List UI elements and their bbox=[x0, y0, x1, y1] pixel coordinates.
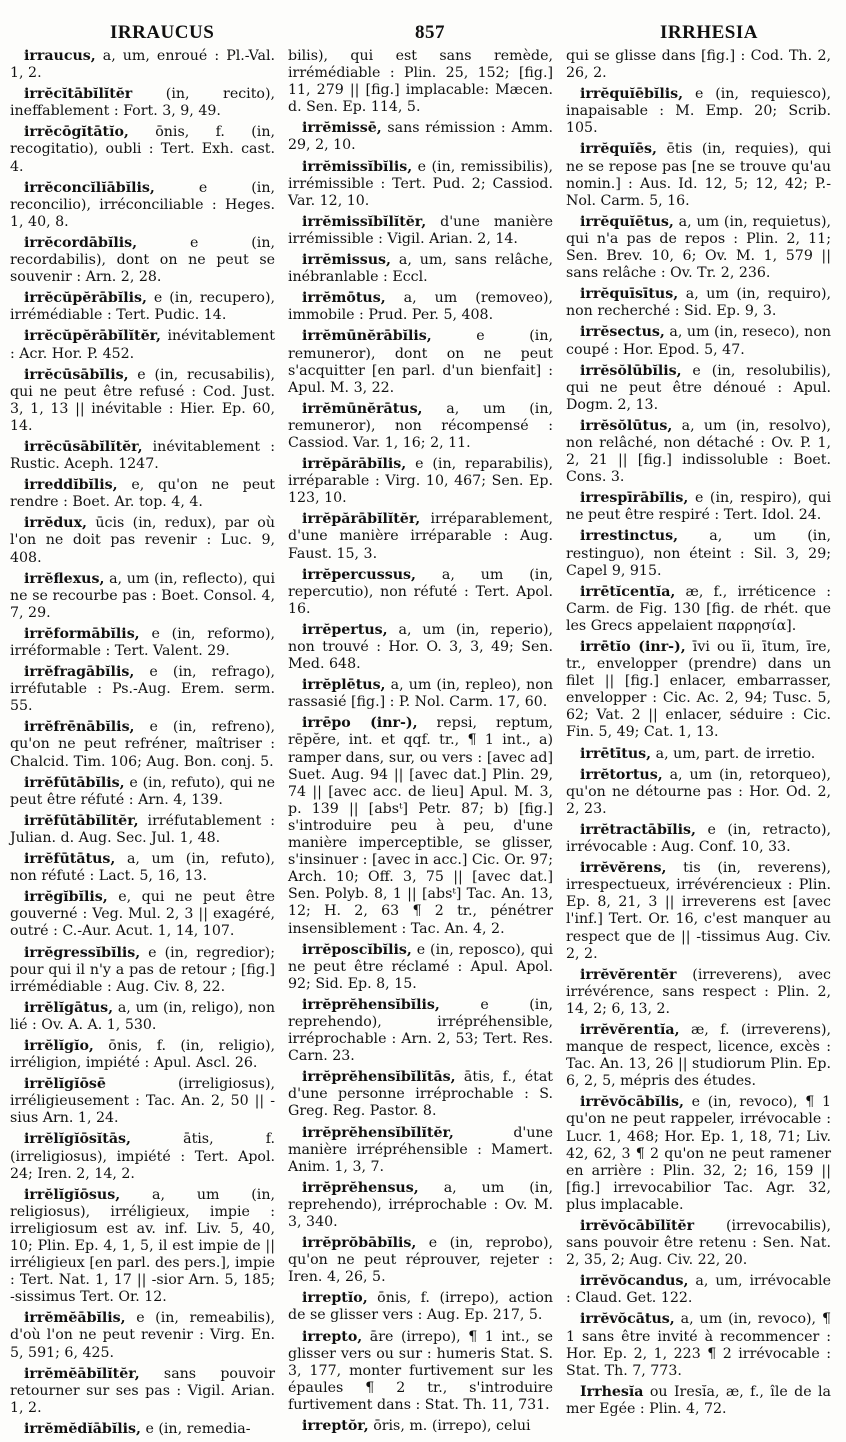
entry-definition: a, um (in, reprehendo), irréprochable : Ov. M. 3, 340. bbox=[288, 1179, 553, 1230]
entry-definition: irréparablement, d'une manière irréparable : Aug. Faust. 15, 3. bbox=[288, 511, 553, 562]
dictionary-entry bbox=[10, 235, 275, 286]
entry-headword: irrĕpertus, bbox=[302, 621, 388, 638]
entry-definition: e (in, remedia- bbox=[140, 1420, 251, 1437]
entry-headword: irrĕposcĭbĭlis, bbox=[302, 941, 412, 958]
dictionary-entry bbox=[566, 967, 831, 1018]
entry-definition: e (in, remeabilis), d'où l'on ne peut revenir : Virg. En. 5, 591; 6, 425. bbox=[10, 1310, 275, 1361]
entry-definition: tis (in, reverens), irrespectueux, irrévérencieux : Plin. Ep. 8, 21, 3 || irreverens est [avec l'inf.] Tert. Or. 16, c'est manquer au respect que de || -tissimus Aug. Civ. 2, 2. bbox=[566, 860, 831, 962]
entry-definition: e (in, recordabilis), dont on ne peut se souvenir : Arn. 2, 28. bbox=[10, 234, 275, 286]
running-head-left: IRRAUCUS bbox=[110, 22, 215, 43]
entry-headword: irrĕquĭētus, bbox=[580, 213, 674, 230]
dictionary-entry bbox=[566, 1218, 831, 1269]
entry-headword: irrĕcōgĭtātĭo, bbox=[24, 124, 129, 141]
dictionary-entry bbox=[566, 1022, 831, 1090]
entry-headword: irrĕquĭēs, bbox=[580, 141, 657, 158]
entry-headword: irrĕcūsābĭlĭtĕr, bbox=[24, 438, 143, 455]
entry-headword: irrĕmūnĕrātus, bbox=[302, 400, 423, 417]
dictionary-entry bbox=[566, 1094, 831, 1214]
dictionary-entry bbox=[566, 363, 831, 414]
entry-definition: a, um, sans relâche, inébranlable : Eccl. bbox=[288, 252, 553, 286]
dictionary-entry bbox=[288, 1125, 553, 1176]
dictionary-entry bbox=[10, 86, 275, 120]
dictionary-entry bbox=[10, 1076, 275, 1127]
entry-headword: irrētĭo (inr-), bbox=[580, 639, 686, 655]
entry-definition: d'une manière irrémissible : Vigil. Arian. 2, 14. bbox=[288, 213, 553, 247]
dictionary-entry bbox=[566, 1273, 831, 1307]
dictionary-entry bbox=[566, 1311, 831, 1379]
entry-definition: ou Iresĭa, æ, f., île de la mer Egée : Plin. 4, 72. bbox=[566, 1383, 831, 1417]
entry-headword: irrĕlĭgĭōsē bbox=[24, 1076, 106, 1093]
dictionary-entry bbox=[10, 515, 275, 566]
entry-definition: e (in, reposco), qui ne peut être réclamé : Apul. Apol. 92; Sid. Ep. 8, 15. bbox=[288, 941, 553, 992]
entry-headword: irrĕprŏbābĭlis, bbox=[302, 1235, 417, 1252]
entry-definition: e (in, reformo), irréformable : Tert. Valent. 29. bbox=[10, 625, 275, 659]
dictionary-entry bbox=[566, 214, 831, 282]
dictionary-entry bbox=[10, 1131, 275, 1182]
entry-definition: æ, f., irréticence : Carm. de Fig. 130 [fig. de rhét. que les Grecs appelaient παρρησία]. bbox=[566, 583, 831, 634]
entry-headword: irrĕdux, bbox=[24, 515, 87, 532]
dictionary-entry bbox=[10, 719, 275, 770]
entry-headword: irrĕlĭgĭōsus, bbox=[24, 1186, 121, 1203]
entry-headword: irrĕflexus, bbox=[24, 570, 105, 587]
dictionary-entry bbox=[10, 775, 275, 809]
entry-headword: irrĕfūtātus, bbox=[24, 851, 116, 868]
dictionary-entry bbox=[10, 571, 275, 622]
entry-headword: irrĕmissĭbĭlĭtĕr, bbox=[302, 213, 427, 230]
dictionary-entry bbox=[288, 715, 553, 937]
entry-definition: a, um, irrévocable : Claud. Get. 122. bbox=[566, 1273, 831, 1307]
dictionary-entry bbox=[10, 945, 275, 996]
entry-headword: irrĕmĕābĭlĭtĕr, bbox=[24, 1365, 140, 1382]
entry-headword: irreddĭbĭlis, bbox=[24, 477, 118, 494]
entry-definition: a, um (in, requietus), qui n'a pas de repos : Plin. 2, 11; Sen. Brev. 10, 6; Ov. M. 1, 579 || sans relâche : Ov. Tr. 2, 236. bbox=[566, 213, 831, 282]
entry-definition: a, um (in, remuneror), non récompensé : Cassiod. Var. 1, 16; 2, 11. bbox=[288, 400, 553, 451]
entry-definition: e (in, remuneror), dont on ne peut s'acquitter [en parl. d'un bienfait] : Apul. M. 3, 22. bbox=[288, 328, 553, 396]
dictionary-entry bbox=[566, 48, 831, 82]
entry-definition: e (in, reparabilis), irréparable : Virg. 10, 467; Sen. Ep. 123, 10. bbox=[288, 456, 553, 507]
entry-headword: irrĕcŭpĕrābĭlis, bbox=[24, 290, 147, 307]
entry-definition: a, um (in, revoco), ¶ 1 sans être invité à recommencer : Hor. Ep. 2, 1, 223 ¶ 2 irrévocable : Stat. Th. 7, 773. bbox=[566, 1311, 831, 1379]
entry-definition: īvi ou ĭi, ītum, īre, tr., envelopper (prendre) dans un filet || [fig.] enlacer, embarrasser, envelopper : Cic. Ac. 2, 94; Tusc. 5, 62; Vat. 2 || enlacer, séduire : Cic. Fin. 5, 49; Cat. 1, 13. bbox=[566, 639, 831, 741]
entry-definition: a, um (in, resolvo), non relâché, non détaché : Ov. P. 1, 2, 21 || [fig.] indissoluble : Boet. Cons. 3. bbox=[566, 417, 831, 486]
entry-definition: ōnis, f. (in, recogitatio), oubli : Tert. Exh. cast. 4. bbox=[10, 124, 275, 175]
dictionary-entry bbox=[10, 1421, 275, 1438]
entry-headword: irrĕprĕhensĭbĭlĭtās, bbox=[302, 1069, 456, 1086]
entry-headword: irrĕmūnĕrābĭlis, bbox=[302, 328, 432, 345]
entry-headword: irrĕquĭēbĭlis, bbox=[580, 86, 684, 103]
column-1 bbox=[10, 48, 275, 1442]
entry-headword: irrĕpărābĭlis, bbox=[302, 456, 407, 473]
entry-definition: sans rémission : Amm. 29, 2, 10. bbox=[288, 120, 553, 154]
entry-headword: irreptŏr, bbox=[302, 1418, 369, 1435]
entry-headword: irrĕprĕhensus, bbox=[302, 1179, 419, 1196]
entry-definition: ātis, f. (irreligiosus), impiété : Tert. Apol. 24; Iren. 2, 14, 2. bbox=[10, 1131, 275, 1182]
dictionary-entry bbox=[10, 124, 275, 175]
entry-definition: inévitablement : Rustic. Aceph. 1247. bbox=[10, 438, 275, 473]
entry-headword: irrĕfūtābĭlĭtĕr, bbox=[24, 812, 139, 829]
entry-definition: e (in, refuto), qui ne peut être réfuté : Arn. 4, 139. bbox=[10, 774, 275, 808]
page-header bbox=[10, 14, 836, 44]
entry-headword: irrestinctus, bbox=[580, 528, 679, 545]
entry-headword: irrĕlĭgĭo, bbox=[24, 1037, 94, 1054]
entry-definition: sans pouvoir retourner sur ses pas : Vigil. Arian. 1, 2. bbox=[10, 1365, 275, 1416]
entry-headword: irrĕgressĭbĭlis, bbox=[24, 944, 141, 961]
entry-definition: (irreverens), avec irrévérence, sans respect : Plin. 2, 14, 2; 6, 13, 2. bbox=[566, 966, 831, 1017]
dictionary-entry bbox=[288, 290, 553, 324]
entry-headword: irrĕprĕhensĭbĭlis, bbox=[302, 996, 440, 1013]
dictionary-entry bbox=[566, 418, 831, 486]
entry-definition: e (in, reprehendo), irrépréhensible, irréprochable : Arn. 2, 53; Tert. Res. Carn. 23. bbox=[288, 996, 553, 1065]
entry-definition: qui se glisse dans [fig.] : Cod. Th. 2, 26, 2. bbox=[566, 48, 831, 82]
entry-definition: æ, f. (irreverens), manque de respect, licence, excès : Tac. An. 13, 26 || studiorum Plin. Ep. 6, 2, 5, mépris des études. bbox=[566, 1021, 831, 1090]
entry-definition: (in, recito), ineffablement : Fort. 3, 9, 49. bbox=[10, 86, 275, 120]
dictionary-entry bbox=[288, 567, 553, 618]
entry-definition: a, um (in, religo), non lié : Ov. A. A. 1, 530. bbox=[10, 999, 275, 1033]
entry-definition: e (in, respiro), qui ne peut être respiré : Tert. Idol. 24. bbox=[566, 490, 831, 524]
dictionary-entry bbox=[10, 477, 275, 511]
dictionary-entry bbox=[288, 159, 553, 210]
entry-headword: irrĕcŭpĕrābĭlĭtĕr, bbox=[24, 328, 161, 345]
entry-definition: ōnis, f. (in, religio), irréligion, impiété : Apul. Ascl. 26. bbox=[10, 1037, 275, 1072]
entry-headword: irrĕconcĭlĭābĭlis, bbox=[24, 179, 155, 196]
entry-headword: irrĕfūtābĭlis, bbox=[24, 774, 125, 791]
dictionary-entry bbox=[288, 401, 553, 452]
entry-headword: irrĕvŏcābĭlĭtĕr bbox=[580, 1218, 695, 1234]
dictionary-entry bbox=[10, 626, 275, 660]
entry-headword: irrĕpercussus, bbox=[302, 566, 416, 583]
entry-definition: inévitablement : Acr. Hor. P. 452. bbox=[10, 328, 275, 362]
entry-definition: e (in, recupero), irrémédiable : Tert. Pudic. 14. bbox=[10, 290, 275, 324]
dictionary-entry bbox=[288, 328, 553, 396]
dictionary-entry bbox=[566, 286, 831, 320]
dictionary-entry bbox=[288, 120, 553, 154]
dictionary-entry bbox=[288, 1235, 553, 1286]
entry-headword: irrĕquīsītus, bbox=[580, 286, 679, 303]
dictionary-entry bbox=[566, 767, 831, 818]
dictionary-entry bbox=[566, 1384, 831, 1418]
entry-headword: irrĕmōtus, bbox=[302, 290, 386, 307]
entry-definition: a, um (in, retorqueo), qu'on ne détourne pas : Hor. Od. 2, 2, 23. bbox=[566, 766, 831, 817]
entry-headword: irrĕvŏcātus, bbox=[580, 1311, 675, 1328]
entry-headword: irrēpo (inr-), bbox=[302, 715, 418, 732]
entry-definition: a, um (in, reflecto), qui ne se recourbe pas : Boet. Consol. 4, 7, 29. bbox=[10, 570, 275, 621]
dictionary-entry bbox=[10, 1000, 275, 1034]
entry-headword: irrĕfrēnābĭlis, bbox=[24, 719, 135, 736]
dictionary-entry bbox=[566, 528, 831, 579]
entry-headword: irraucus, bbox=[24, 48, 96, 64]
entry-headword: irrepto, bbox=[302, 1328, 363, 1345]
entry-definition: irréfutablement : Julian. d. Aug. Sec. Jul. 1, 48. bbox=[10, 812, 275, 846]
dictionary-entry bbox=[288, 1290, 553, 1324]
entry-definition: a, um (removeo), immobile : Prud. Per. 5, 408. bbox=[288, 290, 553, 324]
entry-headword: irrĕgĭbĭlis, bbox=[24, 889, 108, 906]
entry-definition: e (in, requiesco), inapaisable : M. Emp. 20; Scrib. 105. bbox=[566, 86, 831, 137]
dictionary-entry bbox=[10, 889, 275, 940]
entry-definition: a, um (in, requiro), non recherché : Sid. Ep. 9, 3. bbox=[566, 286, 831, 320]
entry-headword: irrĕsŏlūbĭlis, bbox=[580, 362, 682, 379]
column-3 bbox=[566, 48, 831, 1422]
entry-headword: irrĕprĕhensĭbĭlĭtĕr, bbox=[302, 1124, 454, 1141]
entry-headword: irrĕvĕrentĕr bbox=[580, 966, 677, 983]
entry-headword: irrĕpărābĭlĭtĕr, bbox=[302, 511, 421, 528]
entry-headword: irrĕcūsābĭlis, bbox=[24, 366, 129, 383]
dictionary-entry bbox=[288, 252, 553, 286]
entry-headword: irrĕvŏcandus, bbox=[580, 1273, 689, 1290]
dictionary-entry bbox=[10, 1038, 275, 1072]
entry-definition: ātis, f., état d'une personne irréprochable : S. Greg. Reg. Pastor. 8. bbox=[288, 1069, 553, 1120]
dictionary-entry bbox=[566, 746, 831, 763]
entry-headword: irrĕmĕābĭlis, bbox=[24, 1310, 126, 1327]
entry-definition: a, um, part. de irretio. bbox=[651, 745, 816, 762]
dictionary-entry bbox=[288, 48, 553, 116]
entry-definition: (irrevocabilis), sans pouvoir être retenu : Sen. Nat. 2, 35, 2; Aug. Civ. 22, 20. bbox=[566, 1218, 831, 1269]
entry-definition: a, um (in, reseco), non coupé : Hor. Epod. 5, 47. bbox=[566, 324, 831, 358]
dictionary-entry bbox=[288, 942, 553, 993]
entry-definition: e (in, refreno), qu'on ne peut refréner, maîtriser : Chalcid. Tim. 106; Aug. Bon. conj. 5. bbox=[10, 719, 275, 770]
dictionary-entry bbox=[566, 860, 831, 963]
dictionary-entry bbox=[10, 1187, 275, 1307]
entry-definition: repsi, reptum, rēpĕre, int. et qqf. tr., ¶ 1 int., a) ramper dans, sur, ou vers : [avec ad] Suet. Aug. 94 || [avec dat.] Plin. 29, 74 || [avec acc. de lieu] Apul. M. 3, p. 139 || [absᵗ] Petr. 87; b) [fig.] s'introduire peu à peu, d'une manière imperceptible, se glisser, s'insinuer : [avec in acc.] Cic. Or. 97; Arch. 10; Off. 3, 75 || [avec dat.] Sen. Polyb. 8, 1 || [absᵗ] Tac. An. 13, 12; H. 2, 63 ¶ 2 tr., pénétrer insensiblement : Tac. An. 4, 2. bbox=[288, 715, 554, 937]
dictionary-entry bbox=[10, 851, 275, 885]
entry-definition: ētis (in, requies), qui ne se repose pas [ne se trouve qu'au nomin.] : Aus. Id. 12, 5; 12, 42; P.-Nol. Carm. 5, 16. bbox=[566, 141, 831, 209]
dictionary-entry bbox=[288, 997, 553, 1065]
page-number: 857 bbox=[415, 22, 445, 43]
entry-definition: e (in, regredior); pour qui il n'y a pas de retour ; [fig.] irrémédiable : Aug. Civ. 8, 22. bbox=[10, 944, 275, 995]
dictionary-entry bbox=[10, 328, 275, 362]
entry-headword: irrĕvĕrentĭa, bbox=[580, 1021, 680, 1038]
entry-definition: a, um (in, repleo), non rassasié [fig.] : P. Nol. Carm. 17, 60. bbox=[288, 677, 553, 711]
entry-definition: d'une manière irrépréhensible : Mamert. Anim. 1, 3, 7. bbox=[288, 1124, 553, 1175]
dictionary-entry bbox=[10, 813, 275, 847]
entry-definition: a, um (in, religiosus), irréligieux, impie : irreligiosum est av. inf. Liv. 5, 40, 10; Plin. Ep. 4, 1, 5, il est impie de || irréligieux [en parl. des pers.], impie : Tert. Nat. 1, 17 || -sior Arn. 5, 185; -sissimus Tert. Or. 12. bbox=[10, 1186, 275, 1306]
dictionary-entry bbox=[288, 511, 553, 562]
dictionary-entry bbox=[10, 1366, 275, 1417]
entry-definition: e (in, reprobo), qu'on ne peut réprouver, rejeter : Iren. 4, 26, 5. bbox=[288, 1235, 553, 1286]
dictionary-entry bbox=[10, 48, 275, 82]
dictionary-entry bbox=[288, 214, 553, 248]
dictionary-entry bbox=[10, 439, 275, 473]
entry-headword: irrĕtractābĭlis, bbox=[580, 821, 696, 838]
entry-headword: irrĕtortus, bbox=[580, 766, 663, 783]
entry-headword: irrĕsŏlūtus, bbox=[580, 417, 673, 434]
entry-definition: e (in, remissibilis), irrémissible : Tert. Pud. 2; Cassiod. Var. 12, 10. bbox=[288, 158, 553, 209]
dictionary-entry bbox=[288, 1180, 553, 1231]
columns bbox=[10, 48, 836, 1437]
dictionary-entry bbox=[288, 1329, 553, 1414]
entry-definition: e (in, reconcilio), irréconciliable : Heges. 1, 40, 8. bbox=[10, 179, 275, 230]
dictionary-entry bbox=[10, 290, 275, 324]
entry-headword: irrĕlĭgĭōsĭtās, bbox=[24, 1131, 131, 1148]
entry-definition: ōnis, f. (irrepo), action de se glisser vers : Aug. Ep. 217, 5. bbox=[288, 1290, 553, 1324]
entry-headword: irrĕmĕdĭābĭlis, bbox=[24, 1420, 141, 1437]
entry-definition: e, qui ne peut être gouverné : Veg. Mul. 2, 3 || exagéré, outré : C.-Aur. Acut. 1, 14, 107. bbox=[10, 889, 275, 940]
entry-definition: e (in, recusabilis), qui ne peut être refusé : Cod. Just. 3, 1, 13 || inévitable : Hier. Ep. 60, 14. bbox=[10, 366, 275, 434]
dictionary-entry bbox=[288, 456, 553, 507]
dictionary-entry bbox=[10, 664, 275, 715]
entry-definition: e (in, revoco), ¶ 1 qu'on ne peut rappeler, irrévocable : Lucr. 1, 468; Hor. Ep. 1, 18, 71; Liv. 42, 62, 3 ¶ 2 qu'on ne peut ramener en arrière : Plin. 32, 2; 16, 159 || [fig.] irrevocabilior Tac. Agr. 32, plus implacable. bbox=[566, 1094, 831, 1213]
dictionary-entry bbox=[566, 822, 831, 856]
dictionary-entry bbox=[288, 622, 553, 673]
dictionary-entry bbox=[288, 1418, 553, 1435]
entry-headword: Irrhesĭa bbox=[580, 1383, 644, 1400]
dictionary-entry bbox=[566, 141, 831, 209]
entry-headword: irrĕplētus, bbox=[302, 677, 386, 694]
entry-definition: ūcis (in, redux), par où l'on ne doit pas revenir : Luc. 9, 408. bbox=[10, 515, 275, 566]
entry-definition: e (in, resolubilis), qui ne peut être dénoué : Apul. Dogm. 2, 13. bbox=[566, 362, 831, 413]
entry-headword: irrĕvĕrens, bbox=[580, 860, 667, 877]
dictionary-entry bbox=[566, 639, 831, 742]
entry-definition: (irreligiosus), irréligieusement : Tac. An. 2, 50 || -sius Arn. 1, 24. bbox=[10, 1076, 275, 1127]
entry-definition: a, um (in, restinguo), non éteint : Sil. 3, 29; Capel 9, 915. bbox=[566, 528, 831, 579]
entry-definition: a, um, enroué : Pl.-Val. 1, 2. bbox=[10, 48, 275, 82]
dictionary-entry bbox=[566, 490, 831, 524]
dictionary-entry bbox=[566, 324, 831, 358]
dictionary-entry bbox=[288, 1069, 553, 1120]
dictionary-entry bbox=[566, 86, 831, 137]
entry-headword: irrētītus, bbox=[580, 745, 652, 762]
entry-headword: irrĕsectus, bbox=[580, 324, 665, 341]
dictionary-entry bbox=[566, 584, 831, 635]
entry-headword: irrĕlĭgātus, bbox=[24, 999, 114, 1016]
entry-headword: irrĕcordābĭlis, bbox=[24, 234, 138, 251]
dictionary-entry bbox=[10, 367, 275, 435]
entry-definition: ōris, m. (irrepo), celui bbox=[368, 1418, 531, 1435]
entry-headword: irrespīrābĭlis, bbox=[580, 490, 689, 507]
entry-headword: irreptĭo, bbox=[302, 1290, 368, 1307]
column-2 bbox=[288, 48, 553, 1439]
entry-definition: bilis), qui est sans remède, irrémédiable : Plin. 25, 152; [fig.] 11, 279 || [fig.] implacable: Mæcen. d. Sen. Ep. 114, 5. bbox=[288, 48, 553, 116]
entry-definition: a, um (in, refuto), non réfuté : Lact. 5, 16, 13. bbox=[10, 851, 275, 885]
entry-headword: irrĕfragābĭlis, bbox=[24, 664, 135, 681]
dictionary-entry bbox=[10, 180, 275, 231]
entry-definition: e (in, retracto), irrévocable : Aug. Conf. 10, 33. bbox=[566, 821, 831, 856]
dictionary-entry bbox=[288, 677, 553, 711]
entry-definition: a, um (in, repercutio), non réfuté : Tert. Apol. 16. bbox=[288, 566, 553, 617]
running-head-right: IRRHESIA bbox=[660, 22, 758, 43]
entry-definition: āre (irrepo), ¶ 1 int., se glisser vers ou sur : humeris Stat. S. 3, 177, monter furtivement sur les épaules ¶ 2 tr., s'introduire furtivement dans : Stat. Th. 11, 731. bbox=[288, 1328, 553, 1413]
entry-headword: irrĕcĭtābĭlĭtĕr bbox=[24, 86, 133, 103]
entry-headword: irrētĭcentĭa, bbox=[580, 583, 676, 600]
entry-headword: irrĕformābĭlis, bbox=[24, 625, 140, 642]
entry-headword: irrĕmissus, bbox=[302, 252, 391, 269]
entry-definition: e (in, refrago), irréfutable : Ps.-Aug. Erem. serm. 55. bbox=[10, 664, 275, 715]
entry-headword: irrĕvŏcābĭlis, bbox=[580, 1094, 684, 1111]
entry-definition: e, qu'on ne peut rendre : Boet. Ar. top. 4, 4. bbox=[10, 477, 275, 511]
entry-definition: a, um (in, reperio), non trouvé : Hor. O. 3, 3, 49; Sen. Med. 648. bbox=[288, 621, 553, 673]
entry-headword: irrĕmissĭbĭlis, bbox=[302, 158, 413, 175]
entry-headword: irrĕmissē, bbox=[302, 120, 382, 137]
